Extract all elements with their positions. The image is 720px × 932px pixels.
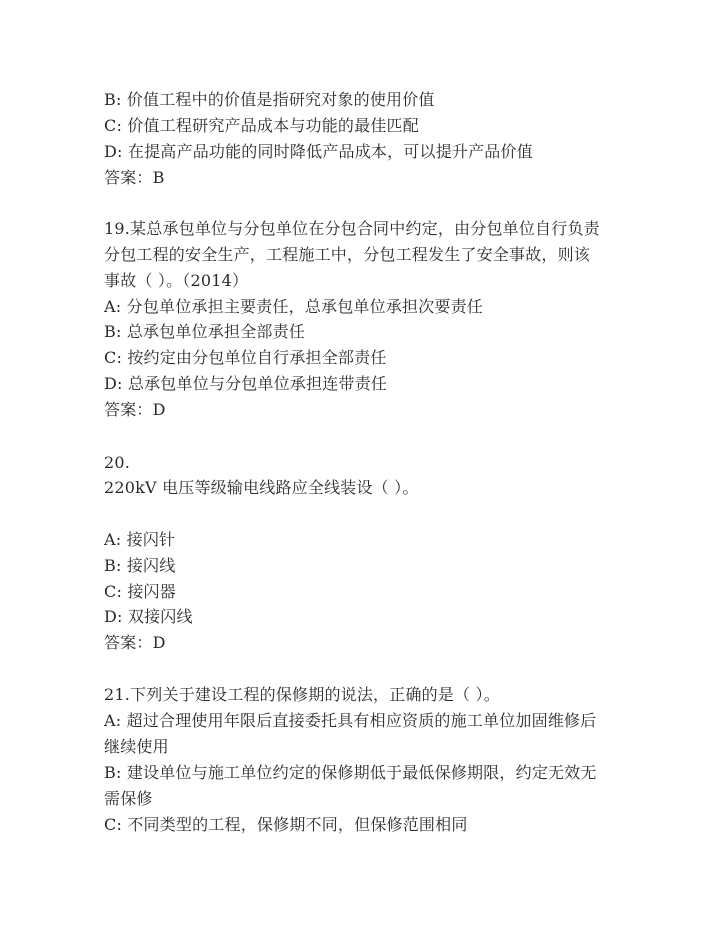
q19-stem-line-3: 事故（ ）。（2014） xyxy=(104,271,249,290)
q18-option-d: D: 在提高产品功能的同时降低产品成本，可以提升产品价值 xyxy=(104,142,533,161)
q21-option-c: C: 不同类型的工程，保修期不同，但保修范围相同 xyxy=(104,815,468,834)
q21-option-b-line-2: 需保修 xyxy=(104,789,153,808)
q19-stem-line-1: 19.某总承包单位与分包单位在分包合同中约定，由分包单位自行负责 xyxy=(104,219,600,238)
q19-option-d: D: 总承包单位与分包单位承担连带责任 xyxy=(104,374,388,393)
q21-option-a-line-1: A: 超过合理使用年限后直接委托具有相应资质的施工单位加固维修后 xyxy=(104,711,597,730)
q18-option-c: C: 价值工程研究产品成本与功能的最佳匹配 xyxy=(104,116,419,135)
q19-option-a: A: 分包单位承担主要责任，总承包单位承担次要责任 xyxy=(104,297,484,316)
q19-option-b: B: 总承包单位承担全部责任 xyxy=(104,322,306,341)
q20-stem: 220kV 电压等级输电线路应全线装设（ ）。 xyxy=(104,478,419,497)
q19-answer: 答案：D xyxy=(104,400,166,419)
q18-option-b: B: 价值工程中的价值是指研究对象的使用价值 xyxy=(104,90,435,109)
q20-option-c: C: 接闪器 xyxy=(104,582,176,601)
q19-stem-line-2: 分包工程的安全生产，工程施工中，分包工程发生了安全事故，则该 xyxy=(104,245,591,264)
q21-option-a-line-2: 继续使用 xyxy=(104,737,169,756)
q20-answer: 答案：D xyxy=(104,633,166,652)
q20-number: 20. xyxy=(104,453,131,472)
q21-stem: 21.下列关于建设工程的保修期的说法，正确的是（ ）。 xyxy=(104,685,500,704)
q19-option-c: C: 按约定由分包单位自行承担全部责任 xyxy=(104,348,387,367)
q18-answer: 答案：B xyxy=(104,168,165,187)
q21-option-b-line-1: B: 建设单位与施工单位约定的保修期低于最低保修期限，约定无效无 xyxy=(104,763,597,782)
q20-option-a: A: 接闪针 xyxy=(104,530,176,549)
q20-option-d: D: 双接闪线 xyxy=(104,607,193,626)
q20-option-b: B: 接闪线 xyxy=(104,556,176,575)
